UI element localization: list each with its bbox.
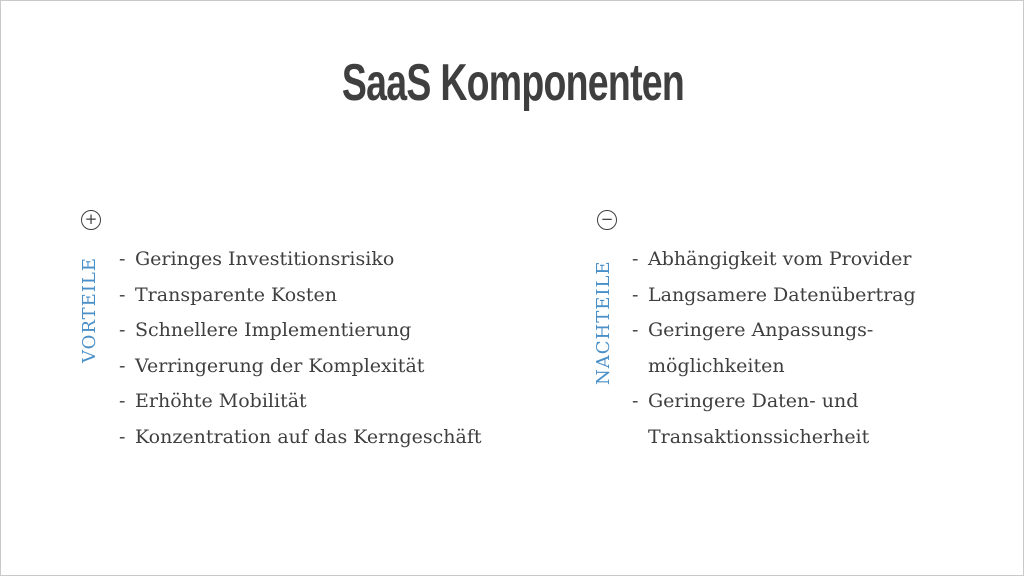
list-item: - Erhöhte Mobilität — [119, 390, 307, 412]
minus-circle-icon: − — [597, 210, 617, 230]
list-item: - Abhängigkeit vom Provider — [632, 248, 912, 270]
vorteile-label: VORTEILE — [79, 256, 100, 363]
list-item: - Geringere Anpassungs- — [632, 319, 874, 341]
list-item: möglichkeiten — [648, 354, 785, 377]
list-item: Transaktionssicherheit — [648, 425, 870, 448]
list-item: - Geringes Investitionsrisiko — [119, 248, 395, 270]
nachteile-label: NACHTEILE — [593, 260, 614, 385]
list-item: - Langsamere Datenübertrag — [632, 283, 916, 306]
list-item: - Transparente Kosten — [119, 283, 338, 306]
list-item: - Geringere Daten- und — [632, 390, 859, 412]
list-item: - Konzentration auf das Kerngeschäft — [119, 425, 482, 448]
slide-title: SaaS Komponenten — [341, 54, 685, 112]
cons-list — [632, 242, 916, 455]
list-item: - Schnellere Implementierung — [119, 319, 412, 341]
plus-circle-icon: + — [81, 210, 101, 230]
pros-list — [119, 242, 482, 455]
list-item: - Verringerung der Komplexität — [119, 354, 425, 377]
